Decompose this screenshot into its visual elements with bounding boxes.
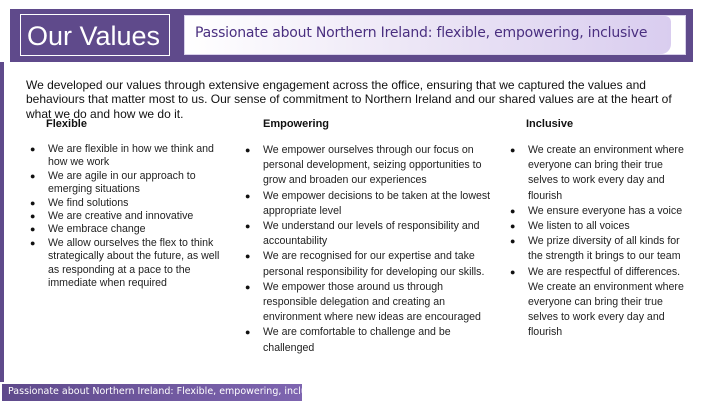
list-item-text: We find solutions (48, 196, 129, 209)
list-item-text: We empower decisions to be taken at the lowest appropriate level (263, 189, 491, 217)
list-empowering (245, 143, 495, 356)
list-item-text: We empower those around us through responsible delegation and creating an environment where new ideas are encouraged (263, 280, 481, 324)
list-item-text: We create an environment where everyone can bring their true selves to work every day and flourish (528, 144, 684, 202)
slogan-banner (184, 15, 686, 55)
bullet-icon: ● (30, 237, 36, 248)
list-item-text: We listen to all voices (528, 220, 630, 233)
footer-banner (2, 384, 326, 401)
list-item (510, 219, 690, 234)
bullet-icon: ● (245, 281, 251, 292)
list-item (245, 249, 495, 279)
bullet-icon: ● (510, 236, 516, 247)
heading-flexible: Flexible (46, 118, 87, 130)
list-flexible (30, 143, 230, 290)
list-item-text: We are agile in our approach to emerging situations (48, 169, 196, 196)
list-item-text: We allow ourselves the flex to think strategically about the future, as well as responding at a pace to the immediate when required (48, 236, 220, 290)
title-box (20, 14, 170, 56)
list-item (245, 143, 495, 189)
bullet-icon: ● (30, 144, 36, 154)
page-title: Our Values (27, 21, 161, 51)
list-item (30, 237, 230, 291)
bullet-icon: ● (510, 145, 516, 155)
list-inclusive (510, 143, 690, 341)
bullet-icon: ● (245, 327, 251, 338)
bullet-icon: ● (510, 205, 516, 216)
list-item (30, 210, 230, 223)
heading-inclusive: Inclusive (526, 118, 574, 130)
list-item (245, 280, 495, 326)
list-item-text: We understand our levels of responsibility and accountability (263, 220, 480, 248)
list-item (245, 325, 495, 355)
bullet-icon: ● (245, 190, 251, 201)
list-item (510, 234, 690, 264)
footer-slogan-text: Passionate about Northern Ireland: Flexible, empowering, inclusive (8, 386, 326, 397)
list-item (245, 219, 495, 249)
list-item-text: We ensure everyone has a voice (528, 204, 683, 217)
list-item (510, 265, 690, 341)
bullet-icon: ● (245, 221, 251, 232)
list-item-text: We embrace change (48, 223, 146, 236)
bullet-icon: ● (30, 170, 36, 181)
list-item (30, 170, 230, 197)
list-item-text: We empower ourselves through our focus on personal development, seizing opportunities to grow and broaden our experiences (263, 144, 482, 187)
list-item-text: We are flexible in how we think and how we work (48, 143, 214, 169)
heading-empowering: Empowering (263, 118, 330, 130)
bullet-icon: ● (30, 224, 36, 235)
list-item-text: We are creative and innovative (48, 210, 194, 223)
list-item (30, 197, 230, 210)
bullet-icon: ● (245, 251, 251, 262)
list-item-text: We are comfortable to challenge and be challenged (263, 326, 451, 354)
bullet-icon: ● (245, 145, 251, 155)
list-item (510, 143, 690, 204)
bullet-icon: ● (30, 211, 36, 222)
list-item (30, 223, 230, 236)
list-item (510, 204, 690, 219)
intro-paragraph: We developed our values through extensive engagement across the office, ensuring that we captured the values and behaviours that matter most to us. Our sense of commitment to Northern Ireland and our shared values are at the heart of what we do and how we do it. (26, 78, 672, 121)
left-accent-rule (0, 62, 4, 382)
list-item (245, 189, 495, 219)
list-item-text: We are recognised for our expertise and take personal responsibility for developing our skills. (263, 250, 485, 278)
list-item (30, 143, 230, 170)
bullet-icon: ● (510, 221, 516, 232)
list-item-text: We are respectful of differences. We create an environment where everyone can bring their true selves to work every day and flourish (528, 265, 684, 339)
slogan-text: Passionate about Northern Ireland: flexible, empowering, inclusive (195, 25, 648, 41)
list-item-text: We prize diversity of all kinds for the strength it brings to our team (528, 235, 681, 263)
bullet-icon: ● (510, 266, 516, 277)
bullet-icon: ● (30, 197, 36, 208)
